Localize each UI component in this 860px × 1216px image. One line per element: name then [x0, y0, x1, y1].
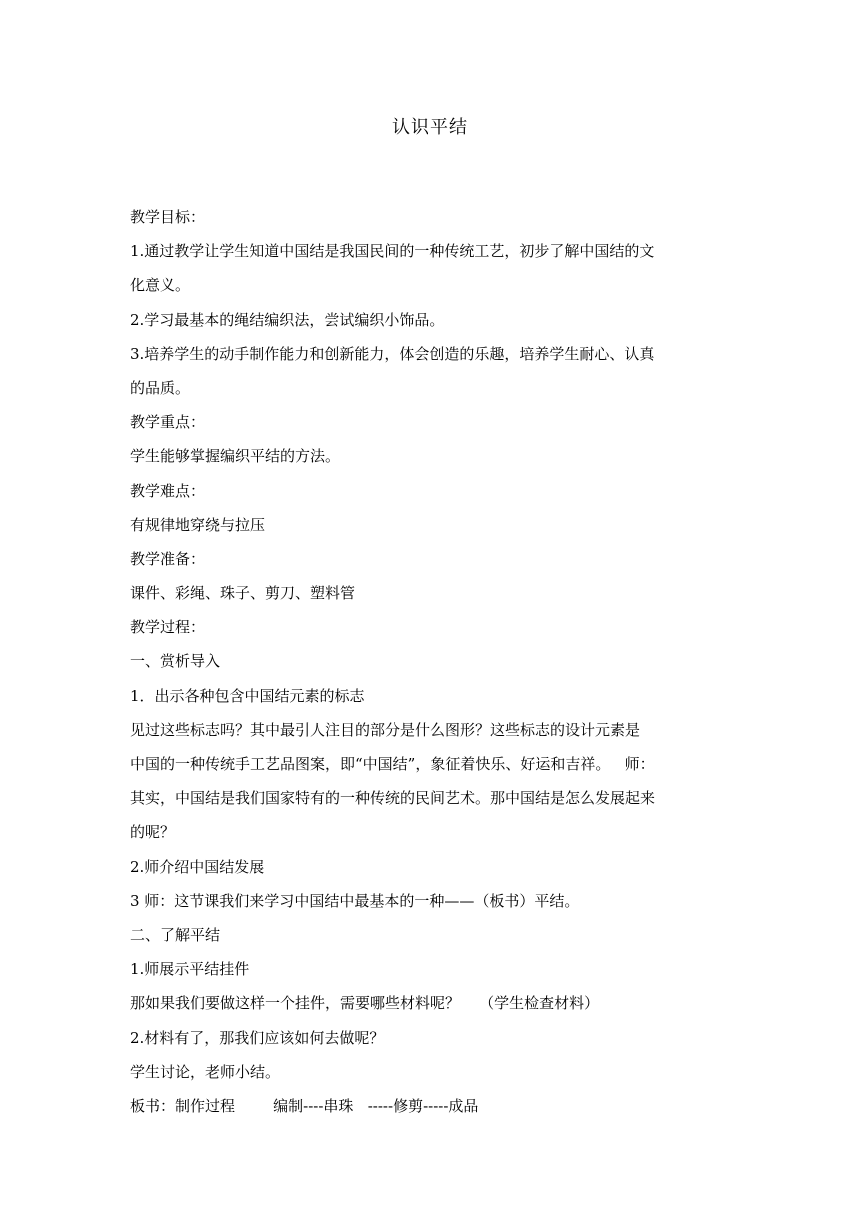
section-heading-difficulties: 教学难点：	[130, 481, 206, 500]
subsection-heading: 二、了解平结	[130, 925, 221, 944]
paragraph-line: 见过这些标志吗？其中最引人注目的部分是什么图形？这些标志的设计元素是	[130, 720, 641, 739]
paragraph-line: 3.培养学生的动手制作能力和创新能力，体会创造的乐趣，培养学生耐心、认真	[130, 344, 655, 363]
paragraph-line: 1．出示各种包含中国结元素的标志	[130, 686, 365, 705]
paragraph-line: 课件、彩绳、珠子、剪刀、塑料管	[130, 584, 356, 603]
paragraph-line: 2.师介绍中国结发展	[130, 857, 265, 876]
paragraph-line: 板书：制作过程 编制----串珠 -----修剪-----成品	[130, 1096, 479, 1115]
document-body	[130, 200, 740, 1123]
section-heading-preparation: 教学准备：	[130, 549, 206, 568]
paragraph-line: 3 师：这节课我们来学习中国结中最基本的一种——（板书）平结。	[130, 891, 580, 910]
paragraph-line: 的呢？	[130, 823, 176, 842]
document-title: 认识平结	[392, 117, 468, 138]
paragraph-line: 化意义。	[130, 276, 191, 295]
paragraph-line: 2.材料有了，那我们应该如何去做呢？	[130, 1028, 385, 1047]
paragraph-line: 那如果我们要做这样一个挂件，需要哪些材料呢？ （学生检查材料）	[130, 994, 600, 1013]
paragraph-line: 学生能够掌握编织平结的方法。	[130, 447, 341, 466]
paragraph-line: 有规律地穿绕与拉压	[130, 515, 266, 534]
paragraph-line: 2.学习最基本的绳结编织法，尝试编织小饰品。	[130, 310, 445, 329]
section-heading-objectives: 教学目标：	[130, 208, 206, 226]
paragraph-line: 1.师展示平结挂件	[130, 960, 250, 979]
paragraph-line: 1.通过教学让学生知道中国结是我国民间的一种传统工艺，初步了解中国结的文	[130, 242, 655, 261]
subsection-heading: 一、赏析导入	[130, 652, 221, 671]
paragraph-line: 中国的一种传统手工艺品图案，即“中国结”，象征着快乐、好运和吉祥。 师：	[130, 755, 655, 773]
paragraph-line: 其实，中国结是我们国家特有的一种传统的民间艺术。那中国结是怎么发展起来	[130, 789, 656, 808]
section-heading-process: 教学过程：	[130, 618, 206, 637]
section-heading-key-points: 教学重点：	[130, 413, 206, 432]
paragraph-line: 学生讨论，老师小结。	[130, 1062, 281, 1081]
paragraph-line: 的品质。	[130, 378, 191, 397]
